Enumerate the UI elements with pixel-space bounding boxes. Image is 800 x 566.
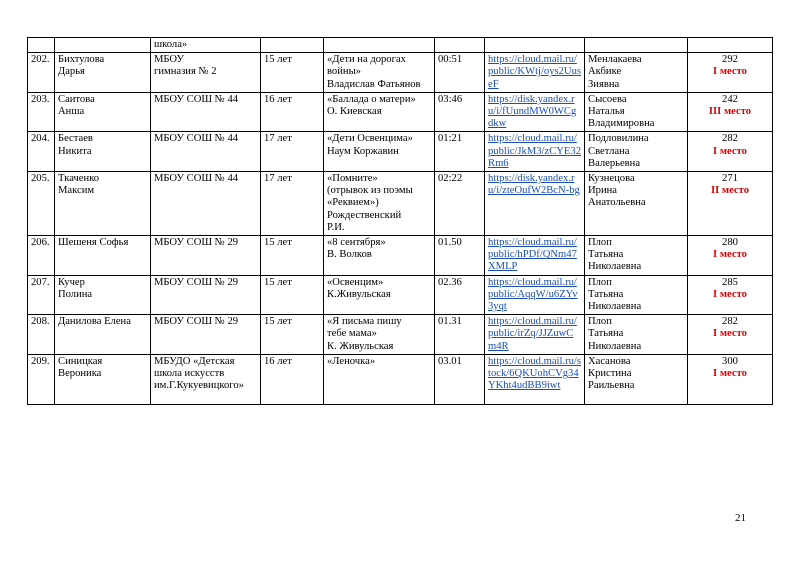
work-title: «Я письма пишу тебе мама» К. Живульская: [324, 315, 435, 355]
score-cell: [688, 92, 773, 132]
place-badge: III место: [708, 106, 752, 118]
score-cell: [688, 354, 773, 404]
continuation-school: школа»: [151, 38, 261, 53]
score-value: 242: [722, 93, 738, 105]
video-link: [485, 275, 585, 315]
work-title: «Леночка»: [324, 354, 435, 404]
table-row: [28, 92, 773, 132]
participant-age: 15 лет: [261, 236, 324, 276]
place-badge: I место: [713, 328, 747, 340]
work-title: «Освенцим» К.Живульская: [324, 275, 435, 315]
video-link-anchor[interactable]: https://disk.yandex.ru/i/fUundMW0WCgdkw: [488, 93, 577, 130]
participant-age: 15 лет: [261, 315, 324, 355]
participant-age: 16 лет: [261, 354, 324, 404]
row-number: 209.: [28, 354, 55, 404]
teacher-name: Подловилина Светлана Валерьевна: [585, 132, 688, 172]
score-cell: [688, 315, 773, 355]
score-value: 271: [722, 173, 738, 185]
row-number: 206.: [28, 236, 55, 276]
score-value: 292: [722, 54, 738, 66]
teacher-name: Плоп Татьяна Николаевна: [585, 315, 688, 355]
video-link-anchor[interactable]: https://cloud.mail.ru/public/KWtj/oys2UuseF: [488, 54, 581, 90]
table-row: [28, 315, 773, 355]
school-name: МБОУ СОШ № 44: [151, 92, 261, 132]
video-link: [485, 354, 585, 404]
duration: 03.01: [435, 354, 485, 404]
work-title: «Дети на дорогах войны» Владислав Фатьянов: [324, 53, 435, 93]
place-badge: II место: [710, 185, 749, 197]
participant-age: 16 лет: [261, 92, 324, 132]
continuation-row: [28, 38, 773, 53]
video-link: [485, 172, 585, 236]
row-number: 207.: [28, 275, 55, 315]
school-name: МБОУ гимназия № 2: [151, 53, 261, 93]
teacher-name: Плоп Татьяна Николаевна: [585, 236, 688, 276]
place-badge: I место: [713, 368, 747, 380]
participant-name: Шешеня Софья: [55, 236, 151, 276]
place-badge: I место: [713, 249, 747, 261]
duration: 03:46: [435, 92, 485, 132]
duration: 01:21: [435, 132, 485, 172]
video-link: [485, 132, 585, 172]
participant-age: 17 лет: [261, 172, 324, 236]
score-cell: [688, 132, 773, 172]
participant-age: 17 лет: [261, 132, 324, 172]
video-link-anchor[interactable]: https://cloud.mail.ru/public/hPDf/QNm47XMLP: [488, 237, 577, 273]
duration: 02:22: [435, 172, 485, 236]
table-row: [28, 275, 773, 315]
participant-name: Саитова Анша: [55, 92, 151, 132]
participant-name: Синицкая Вероника: [55, 354, 151, 404]
participant-name: Кучер Полина: [55, 275, 151, 315]
score-value: 282: [722, 316, 738, 328]
table-row: [28, 236, 773, 276]
table-row: [28, 53, 773, 93]
row-number: 208.: [28, 315, 55, 355]
teacher-name: Плоп Татьяна Николаевна: [585, 275, 688, 315]
results-table: [27, 37, 773, 405]
teacher-name: Хасанова Кристина Раильевна: [585, 354, 688, 404]
video-link-anchor[interactable]: https://cloud.mail.ru/public/JkM3/zCYE32Rm6: [488, 133, 581, 169]
video-link-anchor[interactable]: https://cloud.mail.ru/public/irZq/JJZuwCm4R: [488, 316, 577, 352]
school-name: МБОУ СОШ № 44: [151, 132, 261, 172]
page-number: 21: [735, 512, 746, 524]
participant-age: 15 лет: [261, 275, 324, 315]
school-name: МБОУ СОШ № 29: [151, 236, 261, 276]
school-name: МБОУ СОШ № 29: [151, 315, 261, 355]
participant-name: Ткаченко Максим: [55, 172, 151, 236]
score-value: 280: [722, 237, 738, 249]
score-value: 300: [722, 355, 738, 367]
row-number: 204.: [28, 132, 55, 172]
row-number: 205.: [28, 172, 55, 236]
teacher-name: Менлакаева Акбике Зиявна: [585, 53, 688, 93]
participant-name: Бестаев Никита: [55, 132, 151, 172]
score-cell: [688, 236, 773, 276]
duration: 01.31: [435, 315, 485, 355]
place-badge: I место: [713, 288, 747, 300]
place-badge: I место: [713, 145, 747, 157]
place-badge: I место: [713, 66, 747, 78]
video-link-anchor[interactable]: https://cloud.mail.ru/public/AqqW/u6ZYv3yqt: [488, 276, 578, 313]
duration: 00:51: [435, 53, 485, 93]
participant-name: Данилова Елена: [55, 315, 151, 355]
score-cell: [688, 275, 773, 315]
video-link: [485, 236, 585, 276]
score-cell: [688, 172, 773, 236]
video-link: [485, 53, 585, 93]
participant-age: 15 лет: [261, 53, 324, 93]
teacher-name: Сысоева Наталья Владимировна: [585, 92, 688, 132]
duration: 01.50: [435, 236, 485, 276]
work-title: «Баллада о матери» О. Киевская: [324, 92, 435, 132]
video-link: [485, 92, 585, 132]
teacher-name: Кузнецова Ирина Анатольевна: [585, 172, 688, 236]
work-title: «Дети Освенцима» Наум Коржавин: [324, 132, 435, 172]
video-link: [485, 315, 585, 355]
school-name: МБУДО «Детская школа искусств им.Г.Кукуевицкого»: [151, 354, 261, 404]
table-row: [28, 354, 773, 404]
table-row: [28, 132, 773, 172]
row-number: 203.: [28, 92, 55, 132]
participant-name: Бихтулова Дарья: [55, 53, 151, 93]
video-link-anchor[interactable]: https://cloud.mail.ru/stock/6QKUohCVg34YKht4udBB9iwt: [488, 355, 581, 392]
score-value: 282: [722, 133, 738, 145]
school-name: МБОУ СОШ № 29: [151, 275, 261, 315]
school-name: МБОУ СОШ № 44: [151, 172, 261, 236]
score-cell: [688, 53, 773, 93]
duration: 02.36: [435, 275, 485, 315]
score-value: 285: [722, 276, 738, 288]
work-title: «8 сентября» В. Волков: [324, 236, 435, 276]
row-number: 202.: [28, 53, 55, 93]
video-link-anchor[interactable]: https://disk.yandex.ru/i/zteOufW2BcN-bg: [488, 173, 580, 197]
work-title: «Помните» (отрывок из поэмы «Реквием») Рождественский Р.И.: [324, 172, 435, 236]
table-row: [28, 172, 773, 236]
